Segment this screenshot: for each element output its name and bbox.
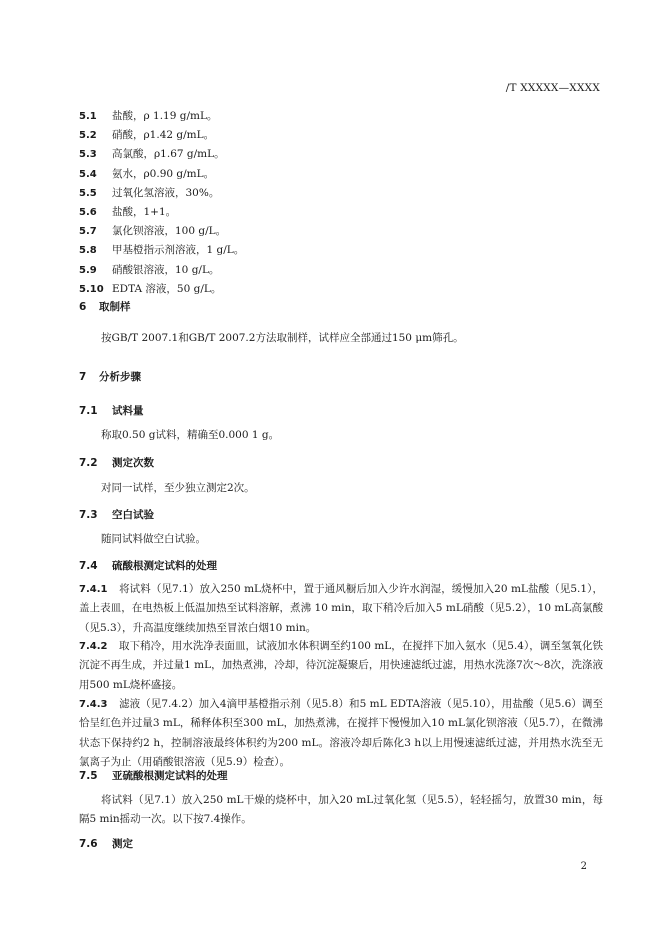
reagent-text: 盐酸，ρ 1.19 g/mL。 <box>112 110 218 122</box>
section-number: 7.6 <box>79 838 98 850</box>
reagent-item <box>79 184 244 203</box>
section-number: 7 <box>79 371 87 383</box>
clause-7-4-2 <box>79 637 603 695</box>
reagent-number: 5.6 <box>79 206 97 218</box>
section-title: 亚硫酸根测定试料的处理 <box>112 770 228 782</box>
section-6-body: 按GB/T 2007.1和GB/T 2007.2方法取制样，试样应全部通过150 μm筛孔。 <box>101 332 464 344</box>
reagent-number: 5.9 <box>79 264 97 276</box>
section-number: 6 <box>79 301 87 313</box>
section-7-6-heading <box>79 836 133 851</box>
reagent-number: 5.7 <box>79 226 97 238</box>
reagent-text: 甲基橙指示剂溶液，1 g/L。 <box>112 244 245 257</box>
section-7-heading <box>79 369 141 384</box>
reagent-item <box>79 280 244 299</box>
section-number: 7.2 <box>79 457 98 469</box>
section-number: 7.5 <box>79 770 98 782</box>
clause-text: 将试料（见7.1）放入250 mL烧杯中，置于通风橱后加入少许水润湿，缓慢加入20 mL盐酸（见5.1），盖上表皿，在电热板上低温加热至试料溶解，煮沸 10 min，取下稍冷后加入5 mL硝酸（见5.2），10 mL高氯酸（见5.3），升高温度继续加热至冒浓白烟10 min。 <box>79 583 603 634</box>
clause-number: 7.4.2 <box>79 641 108 652</box>
clause-number: 7.4.1 <box>79 584 108 595</box>
reagent-item <box>79 165 244 184</box>
section-title: 试料量 <box>112 405 144 417</box>
reagent-text: 盐酸，1+1。 <box>112 205 177 218</box>
section-7-1-body: 称取0.50 g试料，精确至0.000 1 g。 <box>101 429 280 441</box>
section-number: 7.3 <box>79 509 98 521</box>
reagent-text: 硝酸银溶液，10 g/L。 <box>112 263 220 276</box>
section-7-4-heading <box>79 558 217 573</box>
reagent-item <box>79 203 244 222</box>
section-number: 7.4 <box>79 560 98 572</box>
section-6-heading <box>79 299 131 314</box>
reagent-item <box>79 145 244 164</box>
reagent-number: 5.5 <box>79 187 97 199</box>
reagent-text: 过氧化氢溶液，30%。 <box>112 186 220 199</box>
section-7-3-body: 随同试料做空白试验。 <box>101 533 206 545</box>
section-title: 分析步骤 <box>99 371 141 383</box>
reagent-number: 5.2 <box>79 130 97 142</box>
reagent-text: 硝酸，ρ1.42 g/mL。 <box>112 129 215 142</box>
section-title: 测定 <box>112 838 133 850</box>
section-number: 7.1 <box>79 405 98 417</box>
standard-code-header: /T XXXXX—XXXX <box>505 82 600 94</box>
reagent-text: EDTA 溶液，50 g/L。 <box>112 282 222 295</box>
page-number: 2 <box>580 861 587 872</box>
section-title: 取制样 <box>99 301 131 313</box>
section-7-2-body: 对同一试样，至少独立测定2次。 <box>101 482 255 494</box>
reagent-number: 5.10 <box>79 283 104 295</box>
clause-7-4-3 <box>79 695 603 772</box>
section-title: 空白试验 <box>112 509 154 521</box>
reagent-item <box>79 241 244 260</box>
reagent-list <box>79 107 244 299</box>
section-7-3-heading <box>79 507 154 522</box>
reagent-number: 5.8 <box>79 245 97 257</box>
clause-number: 7.4.3 <box>79 699 108 710</box>
clause-text: 滤液（见7.4.2）加入4滴甲基橙指示剂（见5.8）和5 mL EDTA溶液（见5.10），用盐酸（见5.6）调至恰呈红色并过量3 mL，稀释体积至300 mL，加热煮沸，在搅拌下慢慢加入10 mL氯化钡溶液（见5.7），在微沸状态下保持约2 h，控制溶液最终体积约为200 mL。溶液冷却后陈化3 h以上用慢速滤纸过滤，并用热水洗至无氯离子为止（用硝酸银溶液（见5.9）检查）。 <box>79 698 603 768</box>
clause-7-4-1 <box>79 580 603 638</box>
section-title: 硫酸根测定试料的处理 <box>112 560 217 572</box>
clause-text: 取下稍冷，用水洗净表面皿，试液加水体积调至约100 mL，在搅拌下加入氨水（见5.4），调至氢氧化铁沉淀不再生成，并过量1 mL，加热煮沸，冷却，待沉淀凝聚后，用快速滤纸过滤，用热水洗涤7次～8次，洗涤液用500 mL烧杯盛接。 <box>79 640 603 691</box>
section-7-5-heading <box>79 768 228 783</box>
section-7-5-body: 将试料（见7.1）放入250 mL干燥的烧杯中，加入20 mL过氧化氢（见5.5），轻轻摇匀，放置30 min，每隔5 min摇动一次。以下按7.4操作。 <box>79 794 603 826</box>
reagent-item <box>79 107 244 126</box>
reagent-text: 氨水，ρ0.90 g/mL。 <box>112 167 215 180</box>
reagent-text: 氯化钡溶液，100 g/L。 <box>112 225 227 238</box>
reagent-number: 5.4 <box>79 168 97 180</box>
reagent-item <box>79 126 244 145</box>
section-title: 测定次数 <box>112 457 154 469</box>
section-7-1-heading <box>79 403 144 418</box>
reagent-item <box>79 222 244 241</box>
reagent-item <box>79 261 244 280</box>
reagent-number: 5.1 <box>79 111 97 122</box>
section-7-2-heading <box>79 455 154 470</box>
reagent-number: 5.3 <box>79 149 97 161</box>
reagent-text: 高氯酸，ρ1.67 g/mL。 <box>112 148 225 161</box>
